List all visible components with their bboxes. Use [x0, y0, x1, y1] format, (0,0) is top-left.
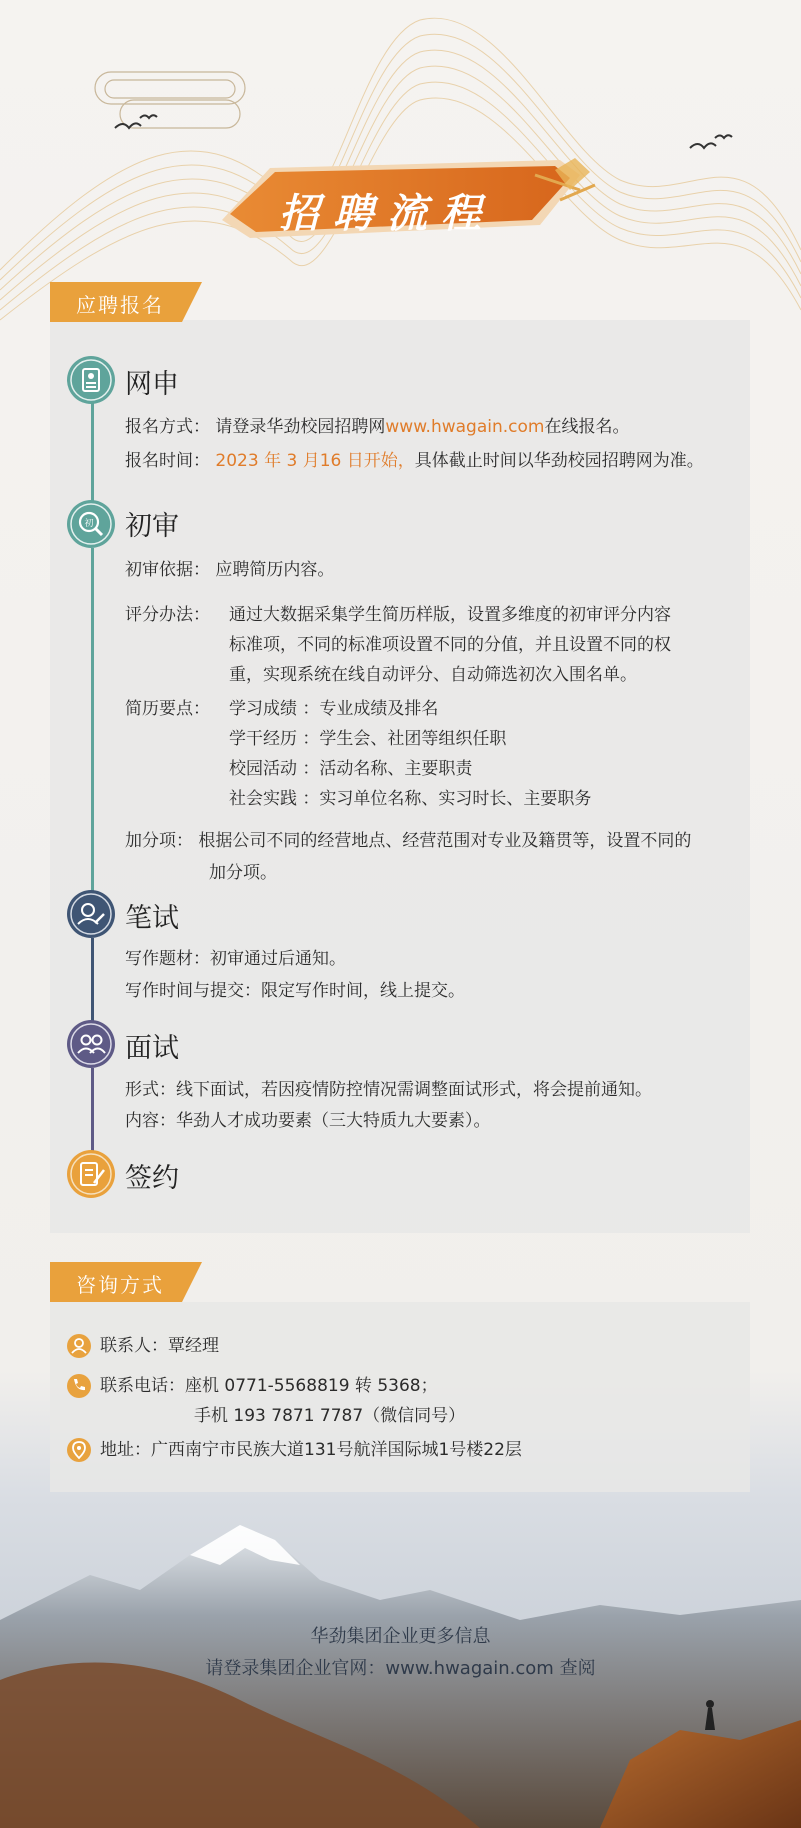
- people-icon: [67, 1020, 115, 1068]
- field-value: 在线报名。: [544, 417, 630, 437]
- contact-address: 地址：广西南宁市民族大道131号航洋国际城1号楼22层: [100, 1440, 522, 1460]
- contact-phone: 联系电话：座机 0771-5568819 转 5368；: [100, 1376, 438, 1396]
- resume-point-item: 学干经历 ：学生会、社团等组织任职: [229, 729, 507, 749]
- resume-point-item: 校园活动 ：活动名称、主要职责: [229, 759, 473, 779]
- resume-point-item: 学习成绩 ：专业成绩及排名: [229, 699, 439, 719]
- application-method-row: [125, 412, 629, 442]
- scoring-method-label-row: [125, 600, 210, 630]
- step-title-written-test: 笔试: [125, 903, 179, 934]
- bonus-line: 加分项。: [209, 863, 277, 883]
- svg-text:初: 初: [84, 519, 94, 529]
- contact-person: 联系人：覃经理: [100, 1336, 219, 1356]
- scoring-line: 重，实现系统在线自动评分、自动筛选初次入围名单。: [229, 665, 637, 685]
- timeline-line: [91, 938, 94, 1026]
- field-label: 评分办法：: [125, 605, 210, 625]
- interview-content: 内容：华劲人才成功要素（三大特质九大要素）。: [125, 1111, 491, 1131]
- step-title-online-application: 网申: [125, 369, 179, 400]
- banner-title: 招聘流程: [279, 190, 495, 237]
- location-icon: [67, 1438, 91, 1462]
- section-tab-contact: [50, 1262, 202, 1302]
- writing-icon: [67, 890, 115, 938]
- section-tab-label: 咨询方式: [76, 1273, 164, 1297]
- resume-icon: [67, 356, 115, 404]
- field-label: 加分项：: [125, 831, 193, 851]
- review-basis-row: [125, 555, 334, 585]
- step-title-preliminary-review: 初审: [125, 511, 179, 542]
- search-icon: [67, 500, 115, 548]
- scoring-line: 通过大数据采集学生简历样版，设置多维度的初审评分内容: [229, 605, 671, 625]
- footer-title: 华劲集团企业更多信息: [310, 1626, 491, 1647]
- field-value: 具体截止时间以华劲校园招聘网为准。: [414, 451, 704, 471]
- timeline-line: [91, 1068, 94, 1160]
- banner: [222, 152, 567, 264]
- timeline-line: [91, 400, 94, 502]
- phone-icon: [67, 1374, 91, 1398]
- start-date: 2023 年 3 月16 日开始，: [215, 451, 415, 471]
- field-label: 简历要点：: [125, 699, 210, 719]
- contact-mobile: 手机 193 7871 7787（微信同号）: [194, 1406, 466, 1426]
- person-icon: [67, 1334, 91, 1358]
- step-title-interview: 面试: [125, 1033, 179, 1064]
- section-tab-label: 应聘报名: [76, 293, 164, 317]
- written-test-time: 写作时间与提交：限定写作时间，线上提交。: [125, 981, 465, 1001]
- written-test-topic: 写作题材：初审通过后通知。: [125, 949, 346, 969]
- field-value: 请登录华劲校园招聘网: [215, 417, 386, 437]
- timeline-line: [91, 548, 94, 896]
- step-title-signing: 签约: [125, 1163, 179, 1194]
- field-value: 应聘简历内容。: [215, 560, 335, 580]
- website-link[interactable]: www.hwagain.com: [385, 417, 545, 437]
- scoring-line: 标准项，不同的标准项设置不同的分值，并且设置不同的权: [229, 635, 671, 655]
- field-label: 初审依据：: [125, 560, 210, 580]
- field-value: 根据公司不同的经营地点、经营范围对专业及籍贯等，设置不同的: [198, 831, 692, 851]
- field-label: 报名方式：: [125, 417, 210, 437]
- field-label: 报名时间：: [125, 451, 210, 471]
- resume-points-label-row: [125, 694, 210, 724]
- contract-icon: [67, 1150, 115, 1198]
- resume-point-item: 社会实践 ：实习单位名称、实习时长、主要职务: [229, 789, 592, 809]
- application-time-row: [125, 446, 704, 476]
- interview-format: 形式：线下面试，若因疫情防控情况需调整面试形式，将会提前通知。: [125, 1080, 652, 1100]
- section-tab-application: [50, 282, 202, 322]
- bonus-row: [125, 826, 691, 856]
- footer-website[interactable]: 请登录集团企业官网：www.hwagain.com 查阅: [205, 1658, 596, 1679]
